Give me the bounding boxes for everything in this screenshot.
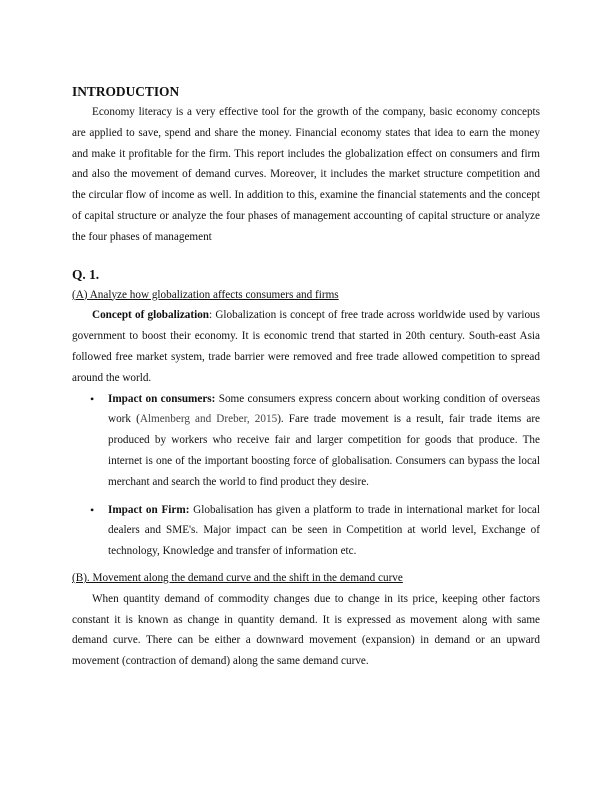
question-1-heading: Q. 1. [72, 266, 100, 282]
concept-text: : Globalization is concept of free trade across worldwide used by various government to boost their economy. It is economic trend that started in 20th century. South-east Asia followed free market system, trade barrier were removed and free trade allowed competition to spread around the world. [72, 309, 540, 384]
introduction-paragraph: Economy literacy is a very effective tool for the growth of the company, basic economy concepts are applied to save, spend and share the money. Financial economy states that idea to earn the money and make it profitable for the firm. This report includes the globalization effect on consumers and firm and also the movement of demand curves. Moreover, it includes the market structure competition and the circular flow of income as well. In addition to this, examine the financial statements and the concept of capital structure or analyze the four phases of management accounting of capital structure or analyze the four phases of management [72, 106, 540, 243]
bullet-text: Globalisation has given a platform to trade in international market for local dealers and SME's. Major impact can be seen in Competition at world level, Exchange of technology, Knowledge and transfer of information etc. [108, 503, 541, 558]
concept-label: Concept of globalization [92, 309, 210, 322]
bullet-impact-on-firm [108, 500, 540, 562]
bullet-label: Impact on consumers: [108, 392, 216, 405]
part-b-title: (B). Movement along the demand curve and the shift in the demand curve [72, 571, 403, 584]
bullet-impact-on-consumers [108, 389, 540, 493]
bullet-label: Impact on Firm: [108, 503, 190, 516]
concept-of-globalization-paragraph [72, 305, 540, 388]
part-b-paragraph: When quantity demand of commodity changes due to change in its price, keeping other factors constant it is known as change in quantity demand. It is expressed as movement along with same demand curve. There can be either a downward movement (expansion) in demand or an upward movement (contraction of demand) along the same demand curve. [72, 592, 540, 668]
citation: Almenberg and Dreber, 2015 [139, 413, 278, 426]
document-body [72, 82, 540, 672]
part-a-title: (A) Analyze how globalization affects consumers and firms [72, 288, 339, 301]
bullet-text: ). Fare trade movement is a result, fair trade items are produced by workers who receive fair and larger competition for goods that produce. The internet is one of the important boosting force of globalisation. Consumers can bypass the local merchant and search the world to find product they desire. [108, 413, 541, 488]
introduction-heading: INTRODUCTION [72, 84, 180, 99]
bullet-text: Some consumers express concern about working condition of overseas work ( [108, 392, 540, 426]
impact-bullet-list [72, 389, 540, 562]
